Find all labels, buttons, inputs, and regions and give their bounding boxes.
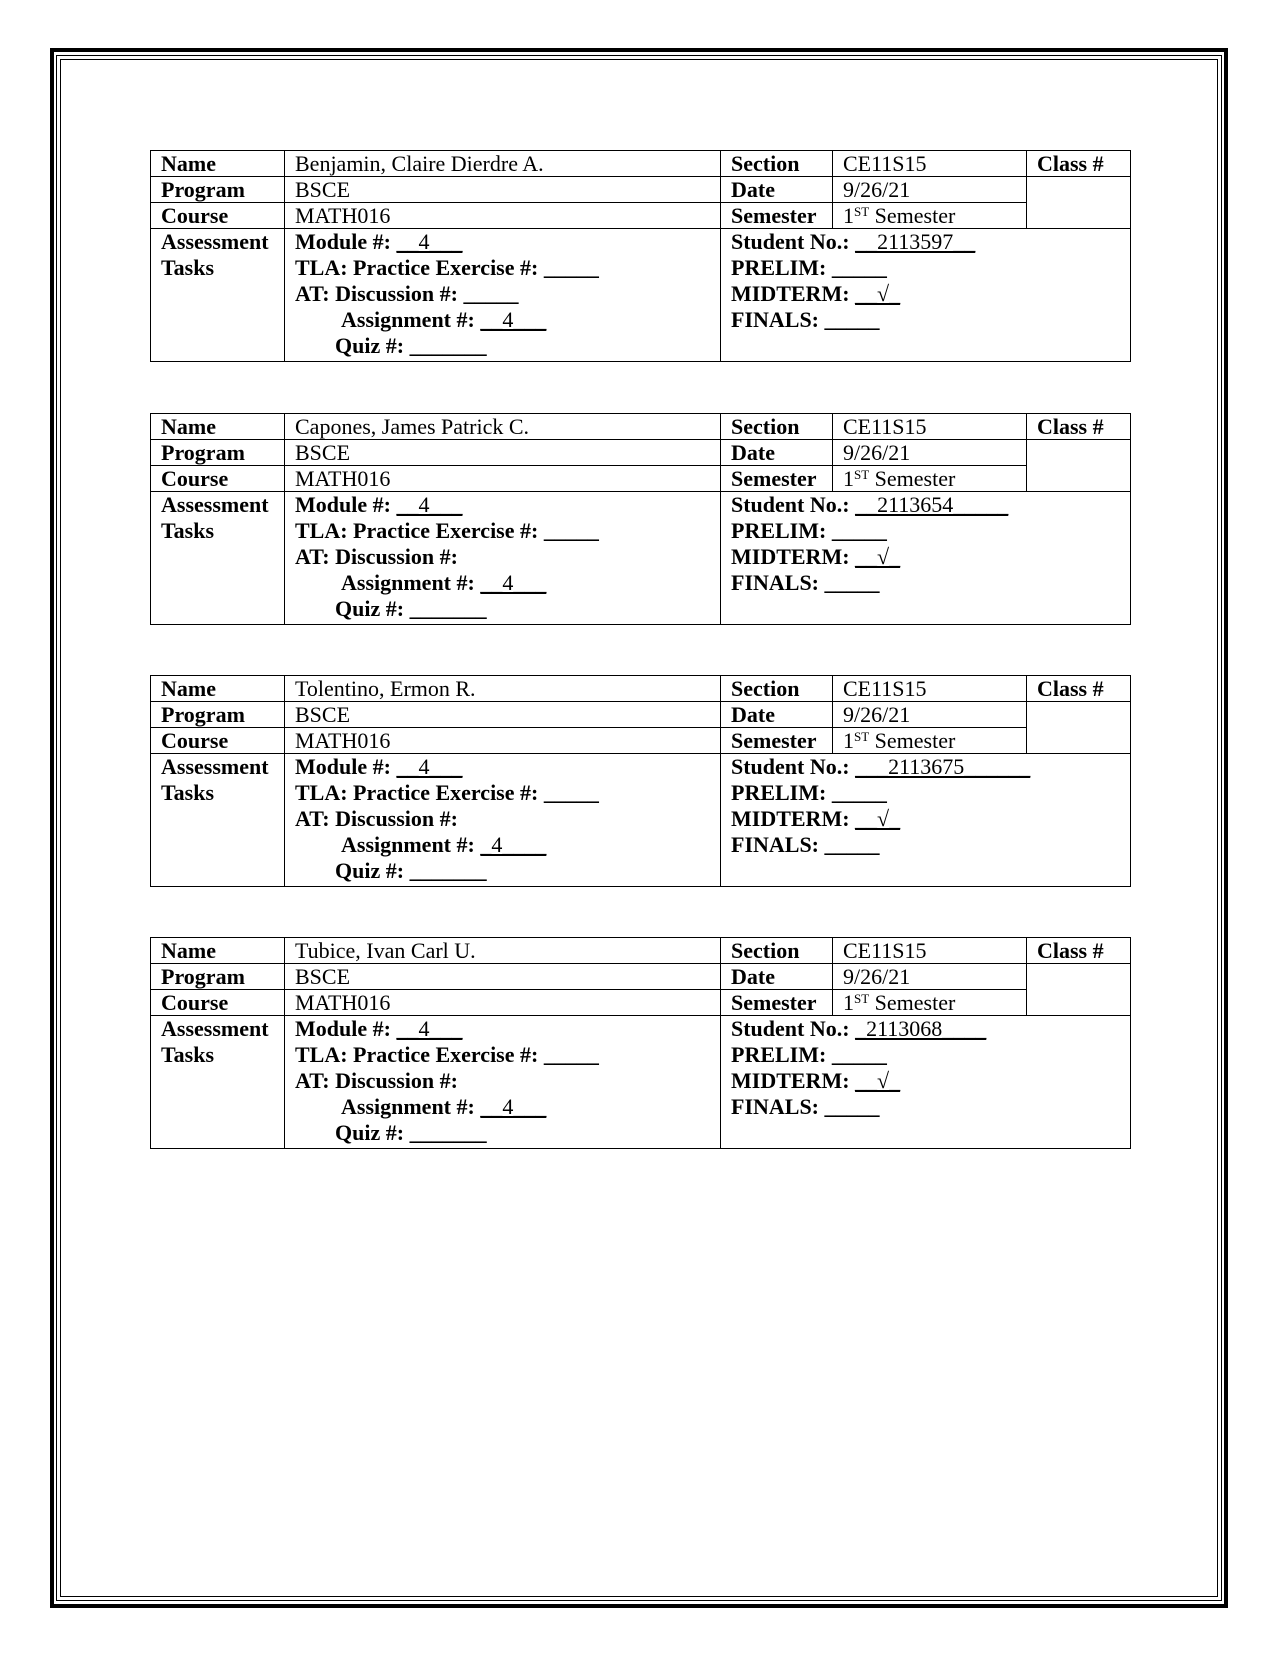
finals-line (731, 832, 1120, 858)
quiz-label: Quiz #: (335, 333, 405, 358)
quiz-line (295, 596, 710, 622)
name-value: Benjamin, Claire Dierdre A. (285, 151, 721, 177)
section-value: CE11S15 (833, 938, 1027, 964)
semester-number: 1 (843, 466, 854, 491)
quiz-value: _______ (409, 858, 487, 883)
assignment-value: _4____ (480, 832, 547, 857)
student-number-line (731, 492, 1120, 518)
semester-word: Semester (874, 728, 956, 753)
semester-value (833, 728, 1027, 754)
section-label: Section (721, 676, 833, 702)
tla-value: _____ (543, 780, 599, 805)
semester-label: Semester (721, 203, 833, 229)
semester-suffix: ST (854, 467, 870, 482)
student-card (150, 150, 1131, 362)
midterm-line (731, 544, 1120, 570)
date-value: 9/26/21 (833, 964, 1027, 990)
date-value: 9/26/21 (833, 702, 1027, 728)
program-label: Program (151, 440, 285, 466)
section-value: CE11S15 (833, 676, 1027, 702)
course-value: MATH016 (285, 203, 721, 229)
prelim-line (731, 780, 1120, 806)
assessment-tasks (285, 754, 721, 887)
assessment-tasks (285, 1016, 721, 1149)
date-label: Date (721, 964, 833, 990)
name-label: Name (151, 676, 285, 702)
class-number-value (1027, 702, 1131, 754)
midterm-line (731, 1068, 1120, 1094)
prelim-label: PRELIM: (731, 780, 827, 805)
midterm-line (731, 806, 1120, 832)
module-value: __4___ (396, 754, 463, 779)
assignment-line (295, 307, 710, 333)
midterm-line (731, 281, 1120, 307)
module-label: Module #: (295, 1016, 391, 1041)
module-line (295, 492, 710, 518)
tla-label: TLA: Practice Exercise #: (295, 780, 539, 805)
assessment-tasks-label (151, 754, 285, 887)
semester-value (833, 466, 1027, 492)
midterm-value: __√_ (855, 544, 901, 569)
name-label: Name (151, 151, 285, 177)
student-number-value: ___2113675______ (855, 754, 1031, 779)
finals-line (731, 570, 1120, 596)
class-number-value (1027, 177, 1131, 229)
semester-label: Semester (721, 990, 833, 1016)
semester-number: 1 (843, 728, 854, 753)
semester-word: Semester (874, 990, 956, 1015)
midterm-label: MIDTERM: (731, 544, 850, 569)
assignment-value: __4___ (480, 1094, 547, 1119)
quiz-value: _______ (409, 1120, 487, 1145)
section-label: Section (721, 938, 833, 964)
discussion-value: _____ (463, 281, 519, 306)
midterm-label: MIDTERM: (731, 806, 850, 831)
student-number-value: __2113654_____ (855, 492, 1009, 517)
tla-value: _____ (543, 255, 599, 280)
discussion-line (295, 1068, 710, 1094)
assignment-line (295, 1094, 710, 1120)
midterm-value: __√_ (855, 806, 901, 831)
assessment-label: Assessment (161, 229, 269, 254)
student-card (150, 413, 1131, 625)
quiz-value: _______ (409, 596, 487, 621)
assignment-label: Assignment #: (341, 1094, 475, 1119)
finals-label: FINALS: (731, 832, 820, 857)
section-value: CE11S15 (833, 414, 1027, 440)
tla-line (295, 1042, 710, 1068)
semester-label: Semester (721, 728, 833, 754)
assignment-label: Assignment #: (341, 832, 475, 857)
prelim-value: _____ (831, 1042, 887, 1067)
semester-number: 1 (843, 990, 854, 1015)
finals-value: _____ (824, 570, 880, 595)
midterm-label: MIDTERM: (731, 281, 850, 306)
course-value: MATH016 (285, 466, 721, 492)
semester-word: Semester (874, 203, 956, 228)
date-label: Date (721, 177, 833, 203)
discussion-line (295, 281, 710, 307)
midterm-value: __√_ (855, 1068, 901, 1093)
semester-number: 1 (843, 203, 854, 228)
student-number-line (731, 754, 1120, 780)
discussion-label: AT: Discussion #: (295, 281, 458, 306)
assignment-value: __4___ (480, 307, 547, 332)
course-label: Course (151, 466, 285, 492)
quiz-value: _______ (409, 333, 487, 358)
finals-line (731, 1094, 1120, 1120)
prelim-label: PRELIM: (731, 1042, 827, 1067)
semester-label: Semester (721, 466, 833, 492)
tla-value: _____ (543, 518, 599, 543)
assignment-value: __4___ (480, 570, 547, 595)
program-label: Program (151, 964, 285, 990)
finals-label: FINALS: (731, 307, 820, 332)
prelim-value: _____ (831, 255, 887, 280)
discussion-line (295, 544, 710, 570)
semester-value (833, 203, 1027, 229)
student-number-line (731, 229, 1120, 255)
tla-line (295, 255, 710, 281)
term-status (721, 229, 1131, 362)
assessment-tasks-label (151, 492, 285, 625)
semester-suffix: ST (854, 204, 870, 219)
date-label: Date (721, 440, 833, 466)
section-label: Section (721, 151, 833, 177)
discussion-label: AT: Discussion #: (295, 544, 458, 569)
program-label: Program (151, 702, 285, 728)
tla-line (295, 780, 710, 806)
midterm-label: MIDTERM: (731, 1068, 850, 1093)
tasks-label: Tasks (161, 518, 215, 543)
date-value: 9/26/21 (833, 440, 1027, 466)
discussion-label: AT: Discussion #: (295, 806, 458, 831)
module-line (295, 1016, 710, 1042)
assignment-label: Assignment #: (341, 570, 475, 595)
class-number-label: Class # (1027, 151, 1131, 177)
tla-label: TLA: Practice Exercise #: (295, 518, 539, 543)
prelim-value: _____ (831, 780, 887, 805)
program-label: Program (151, 177, 285, 203)
course-value: MATH016 (285, 728, 721, 754)
class-number-value (1027, 440, 1131, 492)
tasks-label: Tasks (161, 1042, 215, 1067)
finals-value: _____ (824, 1094, 880, 1119)
student-card (150, 937, 1131, 1149)
name-value: Capones, James Patrick C. (285, 414, 721, 440)
midterm-value: __√_ (855, 281, 901, 306)
tasks-label: Tasks (161, 255, 215, 280)
module-label: Module #: (295, 229, 391, 254)
assessment-tasks-label (151, 229, 285, 362)
program-value: BSCE (285, 964, 721, 990)
name-value: Tubice, Ivan Carl U. (285, 938, 721, 964)
prelim-label: PRELIM: (731, 518, 827, 543)
assessment-label: Assessment (161, 492, 269, 517)
quiz-label: Quiz #: (335, 1120, 405, 1145)
student-number-label: Student No.: (731, 754, 850, 779)
quiz-label: Quiz #: (335, 596, 405, 621)
assessment-tasks (285, 492, 721, 625)
name-value: Tolentino, Ermon R. (285, 676, 721, 702)
module-line (295, 754, 710, 780)
module-value: __4___ (396, 229, 463, 254)
program-value: BSCE (285, 702, 721, 728)
assessment-tasks (285, 229, 721, 362)
program-value: BSCE (285, 440, 721, 466)
tasks-label: Tasks (161, 780, 215, 805)
quiz-label: Quiz #: (335, 858, 405, 883)
finals-label: FINALS: (731, 1094, 820, 1119)
section-value: CE11S15 (833, 151, 1027, 177)
quiz-line (295, 858, 710, 884)
name-label: Name (151, 414, 285, 440)
tla-line (295, 518, 710, 544)
semester-word: Semester (874, 466, 956, 491)
semester-suffix: ST (854, 729, 870, 744)
finals-value: _____ (824, 307, 880, 332)
student-card (150, 675, 1131, 887)
course-label: Course (151, 990, 285, 1016)
prelim-line (731, 518, 1120, 544)
section-label: Section (721, 414, 833, 440)
tla-label: TLA: Practice Exercise #: (295, 1042, 539, 1067)
term-status (721, 492, 1131, 625)
assignment-label: Assignment #: (341, 307, 475, 332)
module-label: Module #: (295, 492, 391, 517)
student-number-label: Student No.: (731, 1016, 850, 1041)
finals-line (731, 307, 1120, 333)
assessment-label: Assessment (161, 754, 269, 779)
program-value: BSCE (285, 177, 721, 203)
prelim-line (731, 255, 1120, 281)
term-status (721, 1016, 1131, 1149)
course-label: Course (151, 728, 285, 754)
student-number-line (731, 1016, 1120, 1042)
class-number-label: Class # (1027, 676, 1131, 702)
student-number-value: _2113068____ (855, 1016, 987, 1041)
assignment-line (295, 832, 710, 858)
discussion-label: AT: Discussion #: (295, 1068, 458, 1093)
prelim-label: PRELIM: (731, 255, 827, 280)
module-line (295, 229, 710, 255)
student-number-label: Student No.: (731, 492, 850, 517)
class-number-value (1027, 964, 1131, 1016)
assessment-label: Assessment (161, 1016, 269, 1041)
course-label: Course (151, 203, 285, 229)
class-number-label: Class # (1027, 938, 1131, 964)
module-value: __4___ (396, 1016, 463, 1041)
date-label: Date (721, 702, 833, 728)
module-value: __4___ (396, 492, 463, 517)
tla-label: TLA: Practice Exercise #: (295, 255, 539, 280)
student-number-label: Student No.: (731, 229, 850, 254)
date-value: 9/26/21 (833, 177, 1027, 203)
student-number-value: __2113597__ (855, 229, 976, 254)
prelim-line (731, 1042, 1120, 1068)
course-value: MATH016 (285, 990, 721, 1016)
name-label: Name (151, 938, 285, 964)
discussion-line (295, 806, 710, 832)
semester-value (833, 990, 1027, 1016)
tla-value: _____ (543, 1042, 599, 1067)
quiz-line (295, 1120, 710, 1146)
module-label: Module #: (295, 754, 391, 779)
semester-suffix: ST (854, 991, 870, 1006)
finals-value: _____ (824, 832, 880, 857)
prelim-value: _____ (831, 518, 887, 543)
assignment-line (295, 570, 710, 596)
finals-label: FINALS: (731, 570, 820, 595)
assessment-tasks-label (151, 1016, 285, 1149)
term-status (721, 754, 1131, 887)
class-number-label: Class # (1027, 414, 1131, 440)
quiz-line (295, 333, 710, 359)
